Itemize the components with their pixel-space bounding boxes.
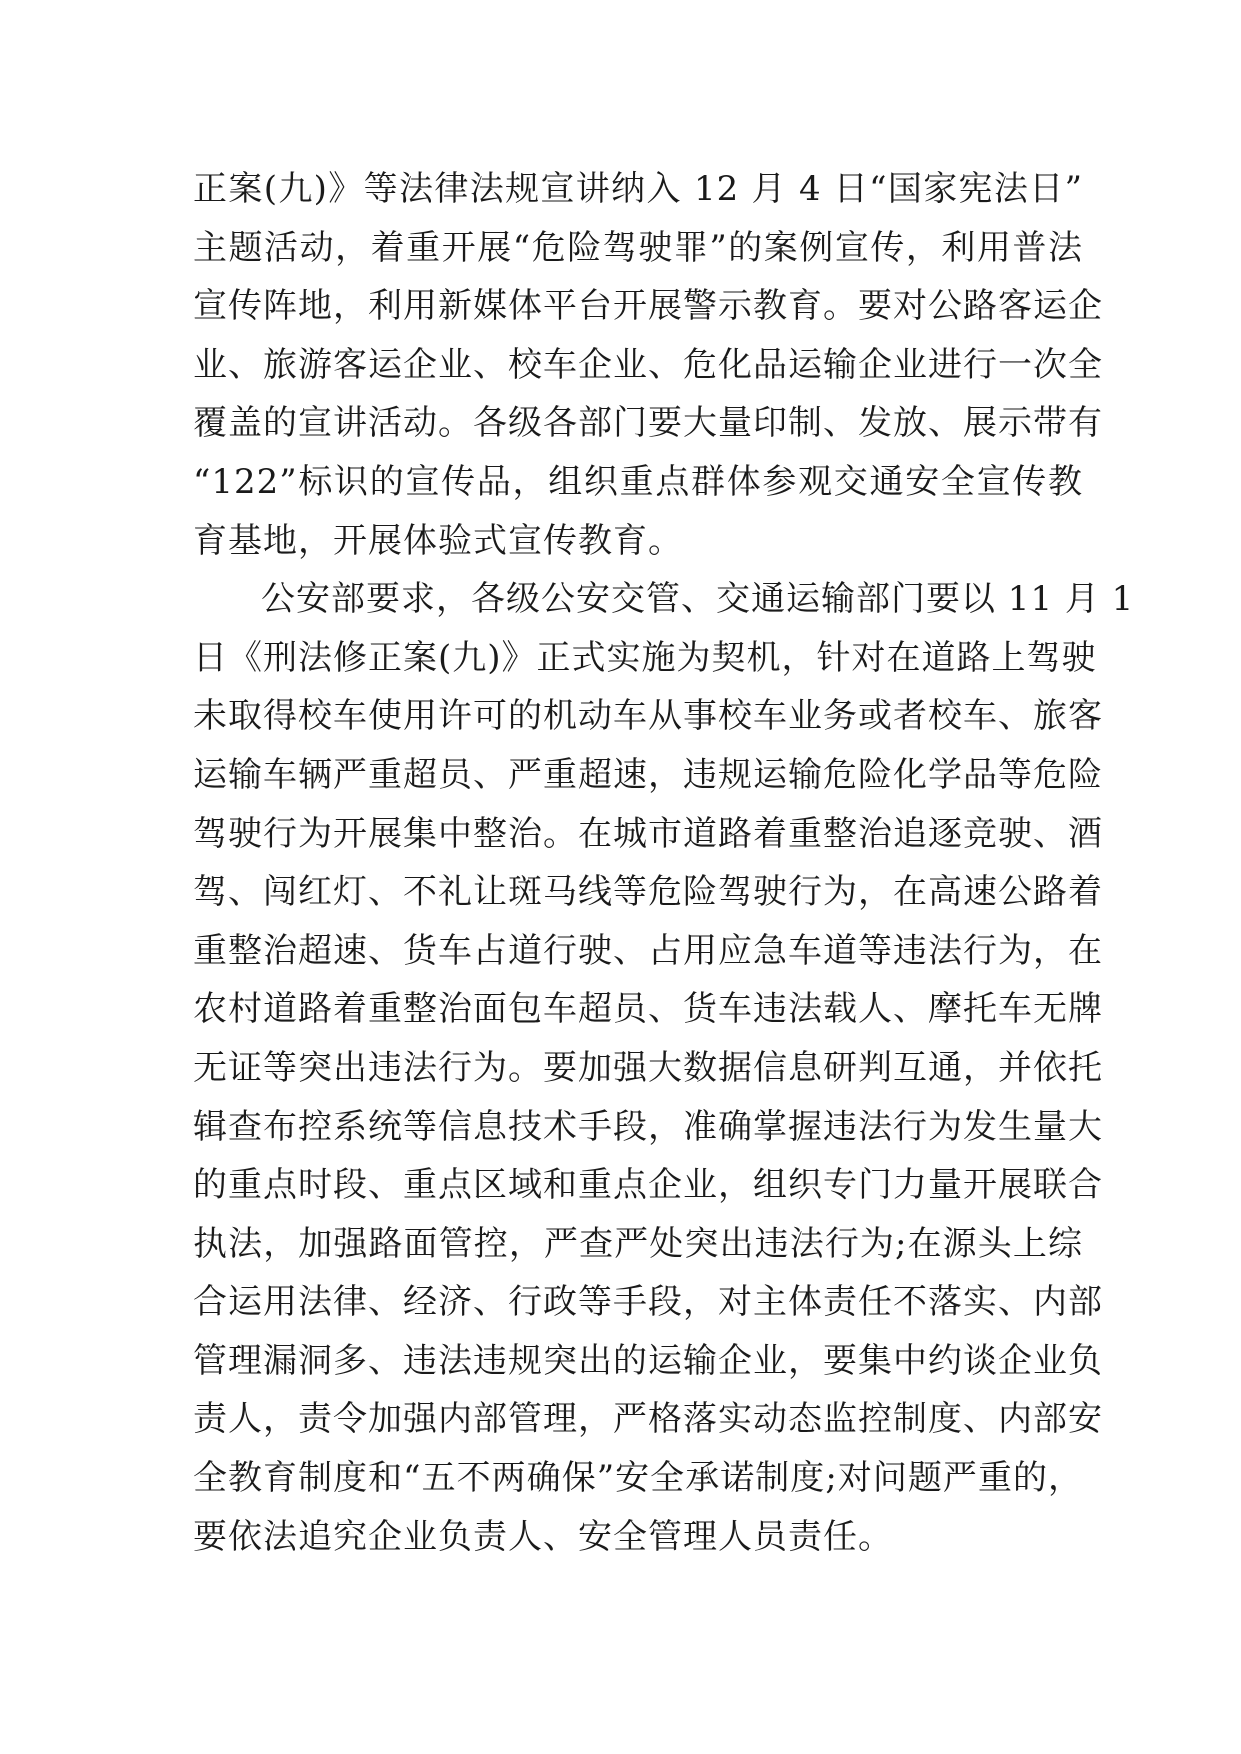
text-line: 驾、闯红灯、不礼让斑马线等危险驾驶行为，在高速公路着 (193, 872, 1103, 913)
text-line: 辑查布控系统等信息技术手段，准确掌握违法行为发生量大 (193, 1106, 1103, 1147)
text-line: 育基地，开展体验式宣传教育。 (193, 520, 683, 561)
text-line: 管理漏洞多、违法违规突出的运输企业，要集中约谈企业负 (193, 1340, 1103, 1381)
text-line: “122”标识的宣传品，组织重点群体参观交通安全宣传教 (193, 461, 1083, 502)
text-line: 覆盖的宣讲活动。各级各部门要大量印制、发放、展示带有 (193, 403, 1103, 444)
text-line: 主题活动，着重开展“危险驾驶罪”的案例宣传，利用普法 (193, 227, 1083, 268)
text-line: 合运用法律、经济、行政等手段，对主体责任不落实、内部 (193, 1282, 1103, 1323)
text-line: 全教育制度和“五不两确保”安全承诺制度;对问题严重的， (193, 1458, 1083, 1499)
text-line: 无证等突出违法行为。要加强大数据信息研判互通，并依托 (193, 1047, 1103, 1088)
text-line: 要依法追究企业负责人、安全管理人员责任。 (193, 1516, 893, 1557)
text-line: 重整治超速、货车占道行驶、占用应急车道等违法行为，在 (193, 930, 1103, 971)
text-line: 宣传阵地，利用新媒体平台开展警示教育。要对公路客运企 (193, 286, 1103, 327)
text-line: 责人，责令加强内部管理，严格落实动态监控制度、内部安 (193, 1399, 1103, 1440)
paragraph-2 (193, 570, 1135, 1566)
text-line: 运输车辆严重超员、严重超速，违规运输危险化学品等危险 (193, 754, 1103, 795)
paragraph-1 (193, 160, 1103, 570)
text-line: 公安部要求，各级公安交管、交通运输部门要以 11 月 1 (261, 579, 1135, 620)
text-line: 驾驶行为开展集中整治。在城市道路着重整治追逐竞驶、酒 (193, 813, 1103, 854)
text-line: 执法，加强路面管控，严查严处突出违法行为;在源头上综 (193, 1223, 1083, 1264)
text-line: 正案(九)》等法律法规宣讲纳入 12 月 4 日“国家宪法日” (193, 169, 1083, 209)
text-line: 未取得校车使用许可的机动车从事校车业务或者校车、旅客 (193, 696, 1103, 737)
text-line: 的重点时段、重点区域和重点企业，组织专门力量开展联合 (193, 1165, 1103, 1206)
text-line: 日《刑法修正案(九)》正式实施为契机，针对在道路上驾驶 (193, 637, 1097, 678)
text-line: 业、旅游客运企业、校车企业、危化品运输企业进行一次全 (193, 344, 1103, 385)
document-body (193, 160, 1135, 1566)
text-line: 农村道路着重整治面包车超员、货车违法载人、摩托车无牌 (193, 989, 1103, 1030)
